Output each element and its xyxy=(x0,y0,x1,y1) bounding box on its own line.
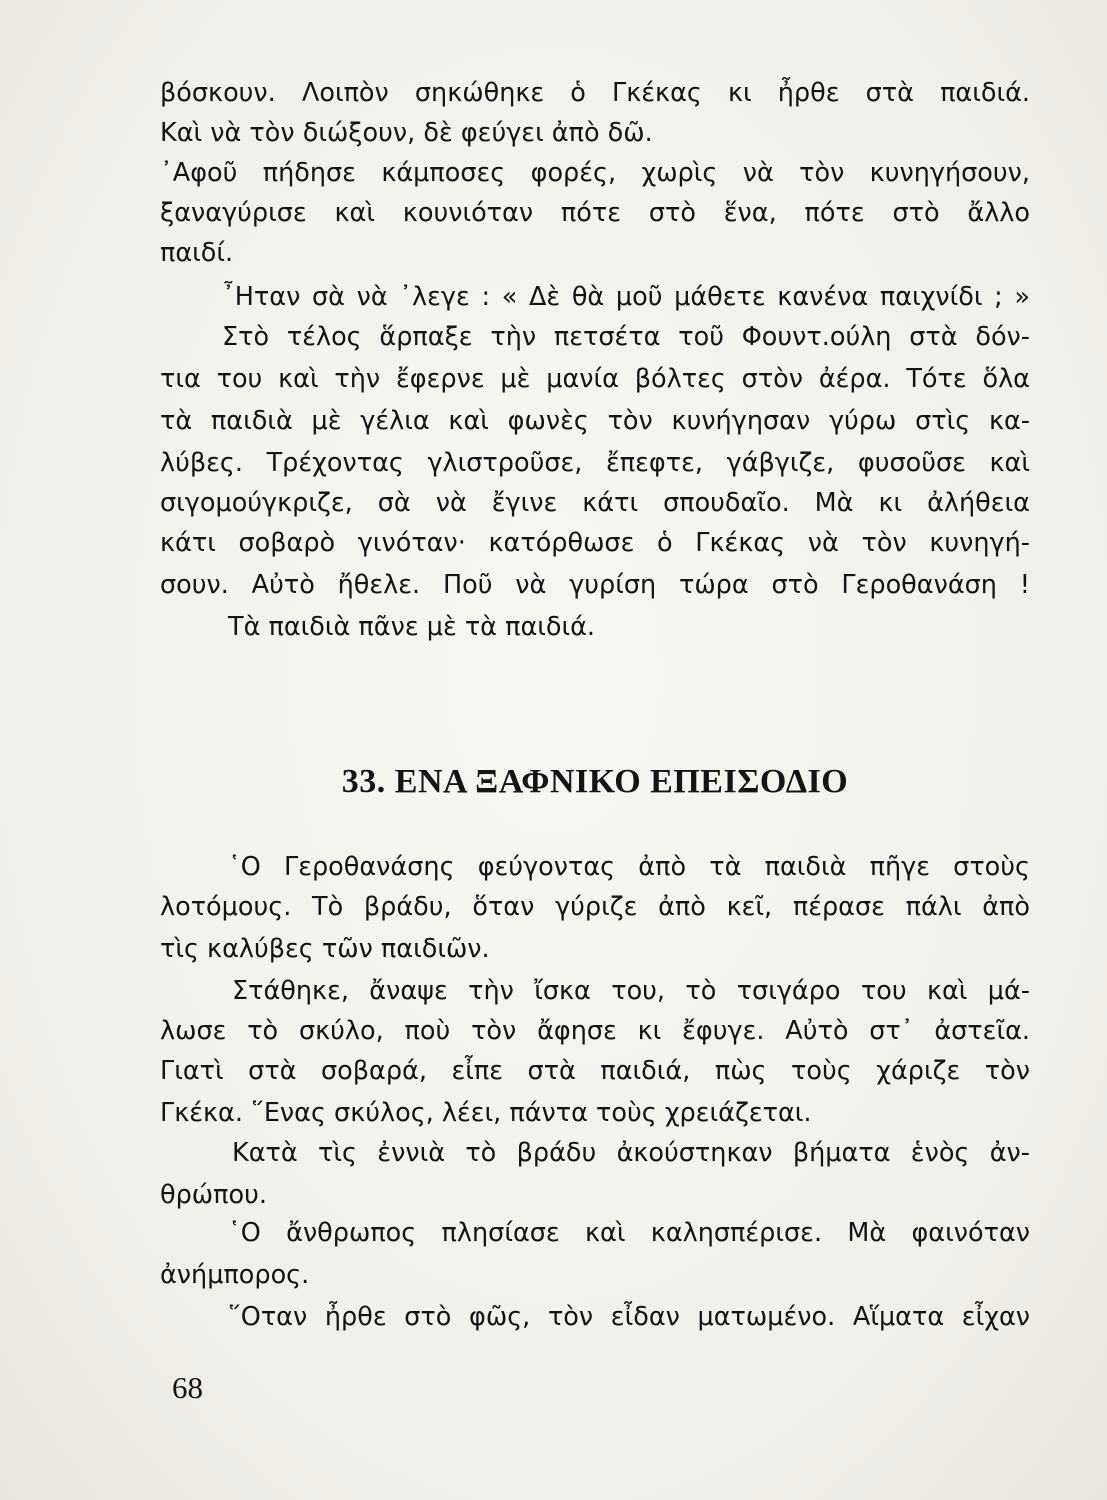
text-line: ᾿Αφοῦ πήδησε κάμποσες φορές, χωρὶς νὰ τὸν κυνηγήσουν, xyxy=(160,158,1030,188)
text-line: Γκέκα. ῞Ενας σκύλος, λέει, πάντα τοὺς χρειάζεται. xyxy=(160,1098,812,1128)
text-line: Κατὰ τὶς ἐννιὰ τὸ βράδυ ἀκούστηκαν βήματα ἑνὸς ἀν- xyxy=(232,1138,1030,1168)
text-line: λύβες. Τρέχοντας γλιστροῦσε, ἔπεφτε, γάβγιζε, φυσοῦσε καὶ xyxy=(160,448,1030,478)
text-line: θρώπου. xyxy=(160,1180,267,1210)
text-line: Στάθηκε, ἄναψε τὴν ἴσκα του, τὸ τσιγάρο του καὶ μά- xyxy=(232,976,1030,1006)
text-line: Τὰ παιδιὰ πᾶνε μὲ τὰ παιδιά. xyxy=(228,612,596,642)
text-line: ξαναγύρισε καὶ κουνιόταν πότε στὸ ἕνα, πότε στὸ ἄλλο xyxy=(160,198,1030,228)
page-number: 68 xyxy=(172,1370,203,1405)
chapter-title: 33. ΕΝΑ ΞΑΦΝΙΚΟ ΕΠΕΙΣΟΔΙΟ xyxy=(341,763,849,800)
text-line: Καὶ νὰ τὸν διώξουν, δὲ φεύγει ἀπὸ δῶ. xyxy=(160,118,653,148)
text-line: ἀνήμπορος. xyxy=(160,1260,310,1290)
text-line: ῞Οταν ἦρθε στὸ φῶς, τὸν εἶδαν ματωμένο. Αἵματα εἶχαν xyxy=(228,1302,1030,1332)
text-line: λοτόμους. Τὸ βράδυ, ὅταν γύριζε ἀπὸ κεῖ, πέρασε πάλι ἀπὸ xyxy=(160,892,1030,922)
text-line: σουν. Αὐτὸ ἤθελε. Ποῦ νὰ γυρίση τώρα στὸ Γεροθανάση ! xyxy=(160,570,1030,600)
text-line: ῾Ο ἄνθρωπος πλησίασε καὶ καλησπέρισε. Μὰ φαινόταν xyxy=(228,1218,1030,1248)
text-line: Στὸ τέλος ἅρπαξε τὴν πετσέτα τοῦ Φουντ.ούλη στὰ δόν- xyxy=(222,322,1030,352)
text-line: σιγομούγκριζε, σὰ νὰ ἔγινε κάτι σπουδαῖο. Μὰ κι ἀλήθεια xyxy=(160,488,1030,518)
text-line: ῏Ηταν σὰ νὰ ᾿λεγε : « Δὲ θὰ μοῦ μάθετε κανένα παιχνίδι ; » xyxy=(222,282,1030,312)
text-line: τὰ παιδιὰ μὲ γέλια καὶ φωνὲς τὸν κυνήγησαν γύρω στὶς κα- xyxy=(160,406,1030,436)
text-line: τὶς καλύβες τῶν παιδιῶν. xyxy=(160,934,490,964)
text-line: κάτι σοβαρὸ γινόταν· κατόρθωσε ὁ Γκέκας νὰ τὸν κυνηγή- xyxy=(160,528,1030,558)
text-line: ῾Ο Γεροθανάσης φεύγοντας ἀπὸ τὰ παιδιὰ πῆγε στοὺς xyxy=(228,852,1030,882)
text-line: τια του καὶ τὴν ἔφερνε μὲ μανία βόλτες στὸν ἀέρα. Τότε ὅλα xyxy=(160,364,1030,394)
text-line: παιδί. xyxy=(160,238,234,268)
text-line: βόσκουν. Λοιπὸν σηκώθηκε ὁ Γκέκας κι ἦρθε στὰ παιδιά. xyxy=(160,78,1030,108)
text-line: Γιατὶ στὰ σοβαρά, εἶπε στὰ παιδιά, πὼς τοὺς χάριζε τὸν xyxy=(160,1056,1030,1086)
text-line: λωσε τὸ σκύλο, ποὺ τὸν ἄφησε κι ἔφυγε. Αὐτὸ στ᾿ ἀστεῖα. xyxy=(160,1016,1030,1046)
